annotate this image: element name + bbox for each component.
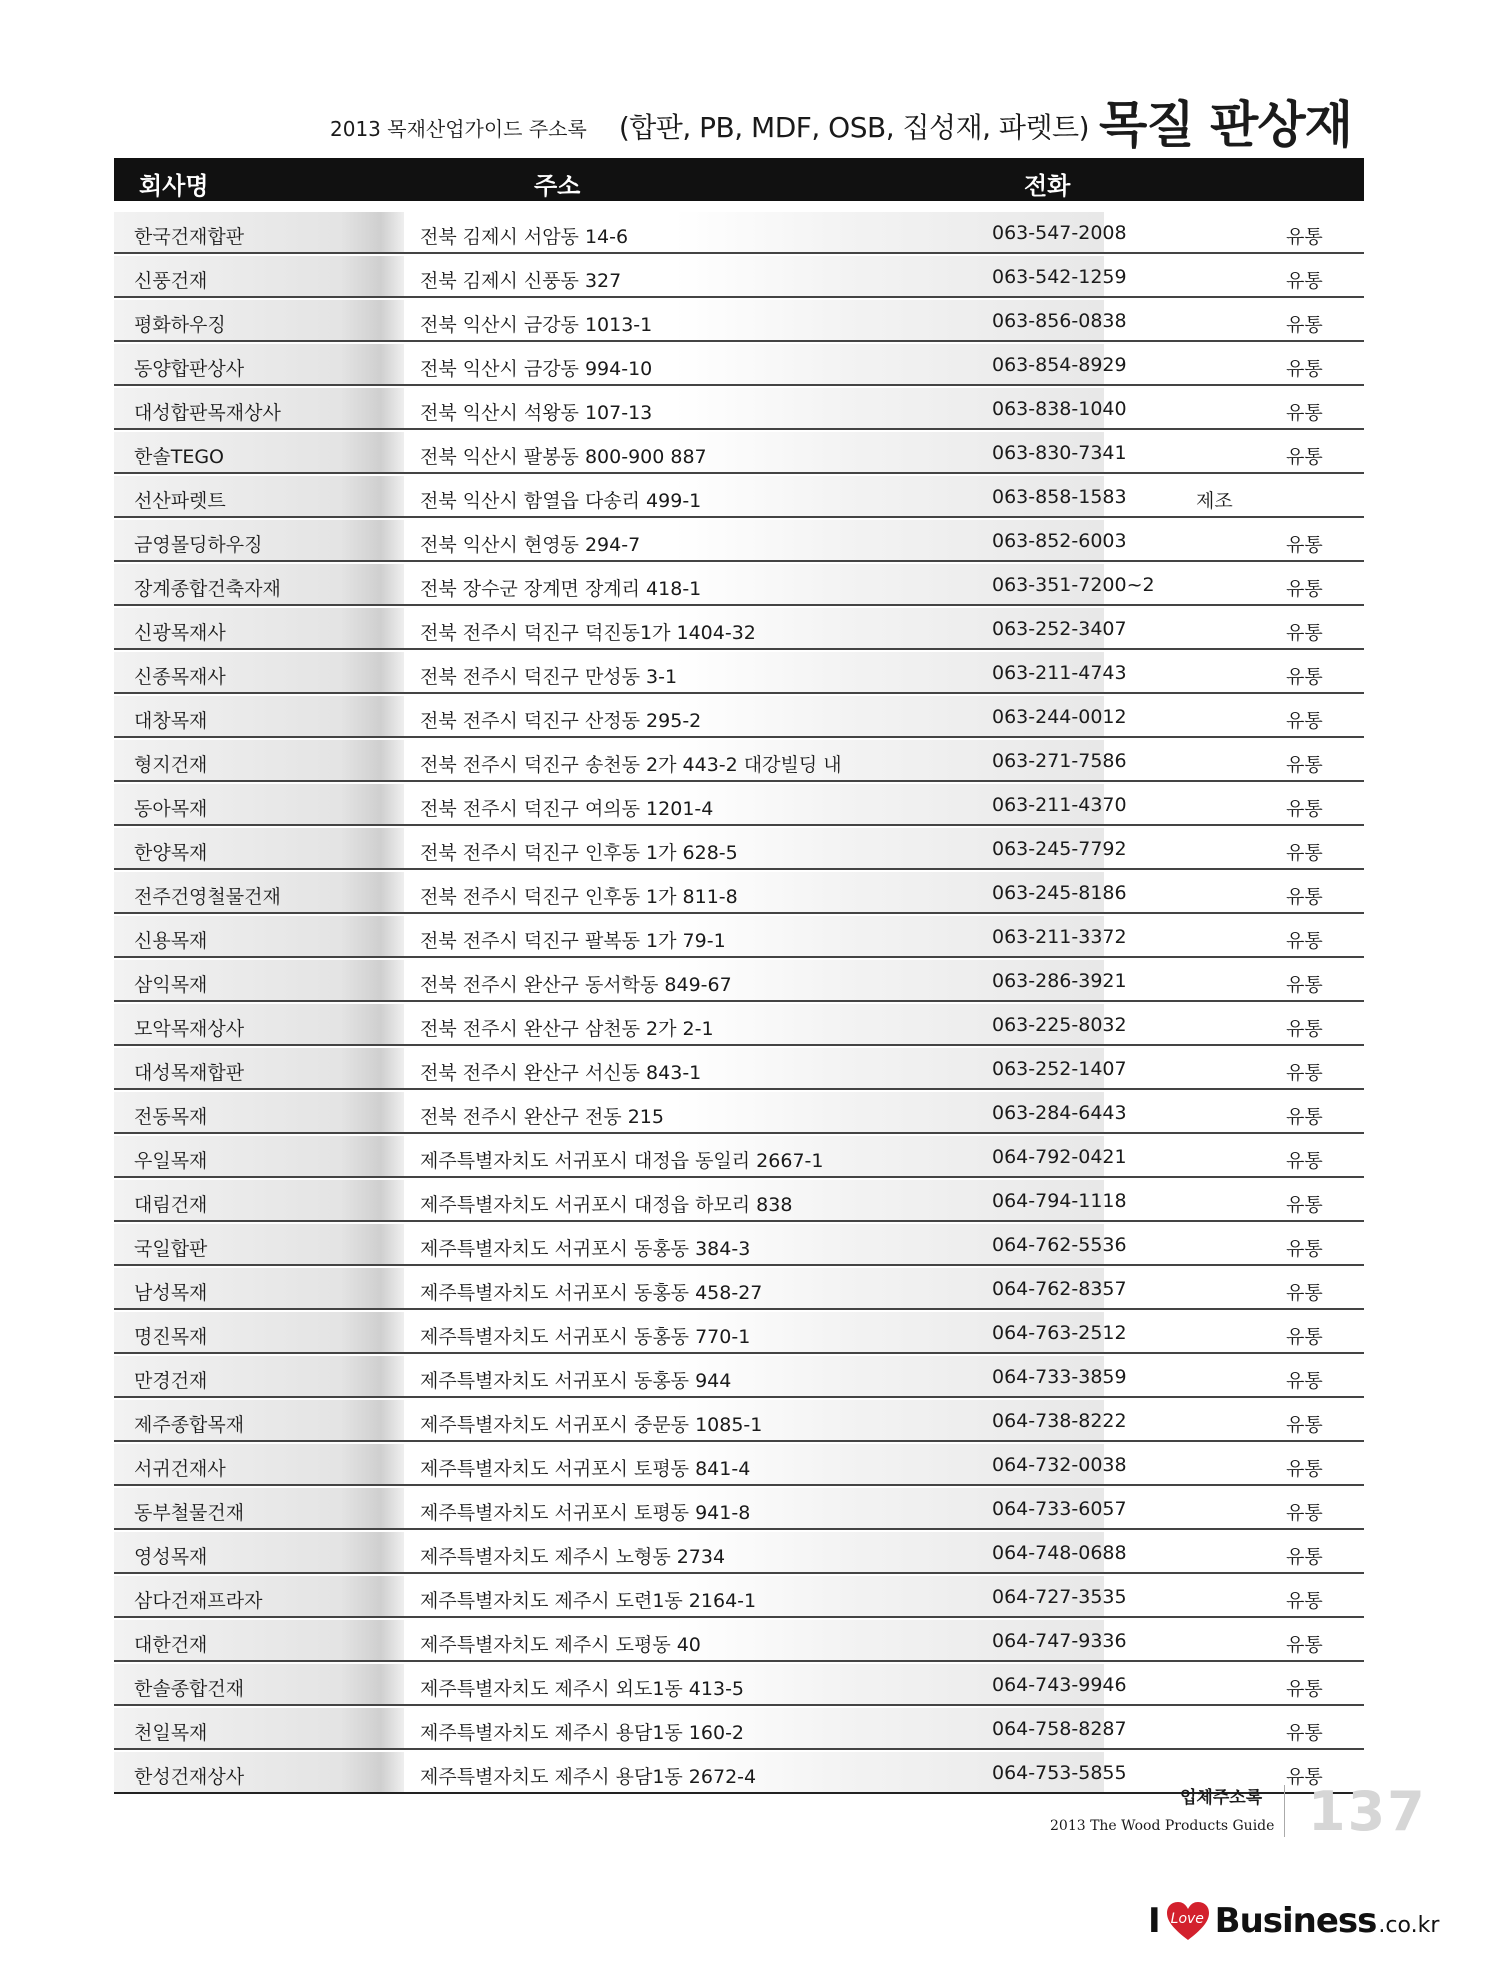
company-name: 장계종합건축자재 xyxy=(134,578,281,600)
table-row xyxy=(114,344,1364,386)
section-title: 목질 판상재 xyxy=(1099,96,1352,154)
company-name: 명진목재 xyxy=(134,1326,208,1348)
distribution-tag: 유통 xyxy=(1286,1722,1323,1744)
company-address: 제주특별자치도 제주시 용담1동 2672-4 xyxy=(420,1766,757,1788)
company-name: 국일합판 xyxy=(134,1238,208,1260)
distribution-tag: 유통 xyxy=(1286,226,1323,248)
distribution-tag: 유통 xyxy=(1286,622,1323,644)
distribution-tag: 유통 xyxy=(1286,1106,1323,1128)
guide-title: 2013 목재산업가이드 주소록 xyxy=(330,117,587,141)
company-phone: 064-792-0421 xyxy=(992,1146,1127,1168)
table-row xyxy=(114,872,1364,914)
company-phone: 063-225-8032 xyxy=(992,1014,1127,1036)
company-address: 제주특별자치도 서귀포시 중문동 1085-1 xyxy=(420,1414,763,1436)
footer-label: 업체주소록 xyxy=(1180,1788,1263,1808)
distribution-tag: 유통 xyxy=(1286,1150,1323,1172)
distribution-tag: 유통 xyxy=(1286,930,1323,952)
company-phone: 063-351-7200~2 xyxy=(992,574,1155,596)
distribution-tag: 유통 xyxy=(1286,1502,1323,1524)
company-address: 전북 전주시 덕진구 인후동 1가 628-5 xyxy=(420,842,738,864)
distribution-tag: 유통 xyxy=(1286,358,1323,380)
distribution-tag: 유통 xyxy=(1286,1326,1323,1348)
distribution-tag: 유통 xyxy=(1286,1282,1323,1304)
company-name: 제주종합목재 xyxy=(134,1414,245,1436)
company-phone: 063-852-6003 xyxy=(992,530,1127,552)
distribution-tag: 유통 xyxy=(1286,710,1323,732)
company-address: 제주특별자치도 제주시 외도1동 413-5 xyxy=(420,1678,745,1700)
column-header-name: 회사명 xyxy=(139,172,209,200)
company-phone: 064-747-9336 xyxy=(992,1630,1127,1652)
company-phone: 063-542-1259 xyxy=(992,266,1127,288)
company-phone: 063-286-3921 xyxy=(992,970,1127,992)
distribution-tag: 유통 xyxy=(1286,1678,1323,1700)
company-address: 제주특별자치도 제주시 도평동 40 xyxy=(420,1634,701,1656)
company-name: 신종목재사 xyxy=(134,666,226,688)
distribution-tag: 유통 xyxy=(1286,798,1323,820)
table-row xyxy=(114,652,1364,694)
company-phone: 063-271-7586 xyxy=(992,750,1127,772)
company-address: 제주특별자치도 제주시 용담1동 160-2 xyxy=(420,1722,745,1744)
distribution-tag: 유통 xyxy=(1286,1458,1323,1480)
company-name: 남성목재 xyxy=(134,1282,208,1304)
company-name: 전주건영철물건재 xyxy=(134,886,281,908)
company-name: 한양목재 xyxy=(134,842,208,864)
company-name: 한솔TEGO xyxy=(134,446,224,468)
heart-icon xyxy=(1165,1900,1211,1942)
company-address: 전북 익산시 석왕동 107-13 xyxy=(420,402,653,424)
company-name: 신풍건재 xyxy=(134,270,208,292)
distribution-tag: 유통 xyxy=(1286,974,1323,996)
table-row xyxy=(114,1444,1364,1486)
table-row xyxy=(114,1664,1364,1706)
company-phone: 064-762-8357 xyxy=(992,1278,1127,1300)
table-row xyxy=(114,300,1364,342)
table-header xyxy=(114,158,1364,201)
company-address: 전북 전주시 완산구 서신동 843-1 xyxy=(420,1062,702,1084)
company-address: 전북 전주시 덕진구 인후동 1가 811-8 xyxy=(420,886,738,908)
table-row xyxy=(114,1092,1364,1134)
table-row xyxy=(114,432,1364,474)
company-name: 동양합판상사 xyxy=(134,358,245,380)
company-phone: 064-732-0038 xyxy=(992,1454,1127,1476)
company-phone: 063-252-3407 xyxy=(992,618,1127,640)
company-address: 전북 전주시 덕진구 만성동 3-1 xyxy=(420,666,678,688)
company-name: 모악목재상사 xyxy=(134,1018,245,1040)
company-address: 제주특별자치도 서귀포시 토평동 841-4 xyxy=(420,1458,751,1480)
company-name: 한성건재상사 xyxy=(134,1766,245,1788)
table-row xyxy=(114,1048,1364,1090)
table-row xyxy=(114,212,1364,254)
table-row xyxy=(114,564,1364,606)
company-address: 전북 익산시 현영동 294-7 xyxy=(420,534,641,556)
table-row xyxy=(114,960,1364,1002)
logo-domain: .co.kr xyxy=(1378,1912,1440,1938)
company-name: 삼익목재 xyxy=(134,974,208,996)
company-address: 제주특별자치도 서귀포시 동홍동 944 xyxy=(420,1370,732,1392)
company-name: 천일목재 xyxy=(134,1722,208,1744)
company-phone: 063-858-1583 xyxy=(992,486,1127,508)
company-phone: 064-794-1118 xyxy=(992,1190,1127,1212)
page-number: 137 xyxy=(1308,1780,1427,1843)
company-name: 동부철물건재 xyxy=(134,1502,245,1524)
company-phone: 064-758-8287 xyxy=(992,1718,1127,1740)
company-name: 영성목재 xyxy=(134,1546,208,1568)
company-phone: 063-252-1407 xyxy=(992,1058,1127,1080)
distribution-tag: 유통 xyxy=(1286,1194,1323,1216)
company-phone: 063-211-3372 xyxy=(992,926,1127,948)
company-name: 동아목재 xyxy=(134,798,208,820)
company-address: 전북 전주시 덕진구 팔복동 1가 79-1 xyxy=(420,930,726,952)
company-phone: 063-244-0012 xyxy=(992,706,1127,728)
company-phone: 063-854-8929 xyxy=(992,354,1127,376)
company-name: 대성합판목재상사 xyxy=(134,402,281,424)
company-address: 전북 장수군 장계면 장계리 418-1 xyxy=(420,578,702,600)
company-phone: 063-245-8186 xyxy=(992,882,1127,904)
distribution-tag: 유통 xyxy=(1286,1634,1323,1656)
logo-brand: Business xyxy=(1214,1901,1377,1941)
distribution-tag: 유통 xyxy=(1286,270,1323,292)
company-address: 전북 전주시 완산구 삼천동 2가 2-1 xyxy=(420,1018,714,1040)
table-row xyxy=(114,1180,1364,1222)
company-address: 제주특별자치도 서귀포시 대정읍 동일리 2667-1 xyxy=(420,1150,824,1172)
directory-table xyxy=(114,212,1364,1796)
company-name: 대성목재합판 xyxy=(134,1062,245,1084)
distribution-tag: 유통 xyxy=(1286,402,1323,424)
distribution-tag: 유통 xyxy=(1286,842,1323,864)
company-address: 전북 전주시 완산구 전동 215 xyxy=(420,1106,664,1128)
distribution-tag: 유통 xyxy=(1286,534,1323,556)
company-address: 제주특별자치도 서귀포시 대정읍 하모리 838 xyxy=(420,1194,793,1216)
company-name: 선산파렛트 xyxy=(134,490,226,512)
column-header-address: 주소 xyxy=(534,172,581,200)
i-love-business-logo xyxy=(1148,1900,1439,1942)
company-address: 전북 익산시 금강동 994-10 xyxy=(420,358,653,380)
table-row xyxy=(114,1224,1364,1266)
table-row xyxy=(114,916,1364,958)
table-row xyxy=(114,1356,1364,1398)
company-phone: 063-547-2008 xyxy=(992,222,1127,244)
manufacture-tag: 제조 xyxy=(1196,490,1233,512)
table-row xyxy=(114,1268,1364,1310)
company-address: 전북 김제시 신풍동 327 xyxy=(420,270,622,292)
table-row xyxy=(114,1004,1364,1046)
distribution-tag: 유통 xyxy=(1286,1590,1323,1612)
table-row xyxy=(114,1708,1364,1750)
table-row xyxy=(114,828,1364,870)
company-phone: 064-762-5536 xyxy=(992,1234,1127,1256)
company-phone: 063-211-4743 xyxy=(992,662,1127,684)
company-name: 금영몰딩하우징 xyxy=(134,534,263,556)
company-address: 제주특별자치도 제주시 도련1동 2164-1 xyxy=(420,1590,757,1612)
distribution-tag: 유통 xyxy=(1286,1018,1323,1040)
distribution-tag: 유통 xyxy=(1286,666,1323,688)
company-name: 대한건재 xyxy=(134,1634,208,1656)
company-address: 전북 전주시 덕진구 여의동 1201-4 xyxy=(420,798,714,820)
company-name: 대림건재 xyxy=(134,1194,208,1216)
table-row xyxy=(114,608,1364,650)
footer-divider xyxy=(1284,1785,1285,1837)
distribution-tag: 유통 xyxy=(1286,754,1323,776)
footer-subtitle: 2013 The Wood Products Guide xyxy=(1050,1818,1275,1834)
company-phone: 064-753-5855 xyxy=(992,1762,1127,1784)
company-address: 전북 전주시 덕진구 덕진동1가 1404-32 xyxy=(420,622,756,644)
company-phone: 064-738-8222 xyxy=(992,1410,1127,1432)
table-row xyxy=(114,1312,1364,1354)
company-address: 제주특별자치도 제주시 노형동 2734 xyxy=(420,1546,726,1568)
company-phone: 063-856-0838 xyxy=(992,310,1127,332)
company-name: 신광목재사 xyxy=(134,622,226,644)
table-row xyxy=(114,784,1364,826)
company-name: 만경건재 xyxy=(134,1370,208,1392)
distribution-tag: 유통 xyxy=(1286,1766,1323,1788)
company-name: 서귀건재사 xyxy=(134,1458,226,1480)
table-row xyxy=(114,388,1364,430)
table-row xyxy=(114,740,1364,782)
distribution-tag: 유통 xyxy=(1286,578,1323,600)
company-address: 전북 전주시 완산구 동서학동 849-67 xyxy=(420,974,732,996)
company-phone: 063-245-7792 xyxy=(992,838,1127,860)
company-phone: 063-211-4370 xyxy=(992,794,1127,816)
distribution-tag: 유통 xyxy=(1286,314,1323,336)
company-address: 제주특별자치도 서귀포시 동홍동 458-27 xyxy=(420,1282,763,1304)
company-name: 한솔종합건재 xyxy=(134,1678,245,1700)
table-row xyxy=(114,520,1364,562)
company-name: 형지건재 xyxy=(134,754,208,776)
table-row xyxy=(114,1400,1364,1442)
distribution-tag: 유통 xyxy=(1286,1062,1323,1084)
company-name: 신용목재 xyxy=(134,930,208,952)
company-phone: 064-748-0688 xyxy=(992,1542,1127,1564)
column-header-phone: 전화 xyxy=(1024,172,1071,200)
company-address: 제주특별자치도 서귀포시 동홍동 770-1 xyxy=(420,1326,751,1348)
company-name: 삼다건재프라자 xyxy=(134,1590,263,1612)
table-row xyxy=(114,1752,1364,1794)
company-address: 전북 익산시 금강동 1013-1 xyxy=(420,314,653,336)
company-name: 우일목재 xyxy=(134,1150,208,1172)
distribution-tag: 유통 xyxy=(1286,1370,1323,1392)
company-phone: 064-727-3535 xyxy=(992,1586,1127,1608)
distribution-tag: 유통 xyxy=(1286,886,1323,908)
company-phone: 063-838-1040 xyxy=(992,398,1127,420)
company-address: 전북 전주시 덕진구 산정동 295-2 xyxy=(420,710,702,732)
company-phone: 064-743-9946 xyxy=(992,1674,1127,1696)
company-name: 대창목재 xyxy=(134,710,208,732)
table-row xyxy=(114,1532,1364,1574)
company-name: 전동목재 xyxy=(134,1106,208,1128)
company-phone: 064-733-6057 xyxy=(992,1498,1127,1520)
table-row xyxy=(114,696,1364,738)
table-row xyxy=(114,1488,1364,1530)
table-row xyxy=(114,476,1364,518)
logo-prefix: I xyxy=(1148,1901,1161,1941)
company-name: 평화하우징 xyxy=(134,314,226,336)
company-phone: 064-733-3859 xyxy=(992,1366,1127,1388)
table-row xyxy=(114,1620,1364,1662)
company-address: 전북 김제시 서암동 14-6 xyxy=(420,226,629,248)
company-name: 한국건재합판 xyxy=(134,226,245,248)
company-address: 제주특별자치도 서귀포시 토평동 941-8 xyxy=(420,1502,751,1524)
distribution-tag: 유통 xyxy=(1286,446,1323,468)
company-address: 제주특별자치도 서귀포시 동홍동 384-3 xyxy=(420,1238,751,1260)
logo-heart-text: Love xyxy=(1170,1911,1204,1927)
table-row xyxy=(114,1576,1364,1618)
distribution-tag: 유통 xyxy=(1286,1414,1323,1436)
company-phone: 063-284-6443 xyxy=(992,1102,1127,1124)
distribution-tag: 유통 xyxy=(1286,1238,1323,1260)
company-address: 전북 익산시 함열읍 다송리 499-1 xyxy=(420,490,702,512)
distribution-tag: 유통 xyxy=(1286,1546,1323,1568)
company-address: 전북 전주시 덕진구 송천동 2가 443-2 대강빌딩 내 xyxy=(420,754,842,776)
page-header xyxy=(330,88,1352,154)
company-phone: 064-763-2512 xyxy=(992,1322,1127,1344)
category-list: (합판, PB, MDF, OSB, 집성재, 파렛트) xyxy=(618,111,1090,144)
table-row xyxy=(114,256,1364,298)
company-phone: 063-830-7341 xyxy=(992,442,1127,464)
table-row xyxy=(114,1136,1364,1178)
company-address: 전북 익산시 팔봉동 800-900 887 xyxy=(420,446,707,468)
